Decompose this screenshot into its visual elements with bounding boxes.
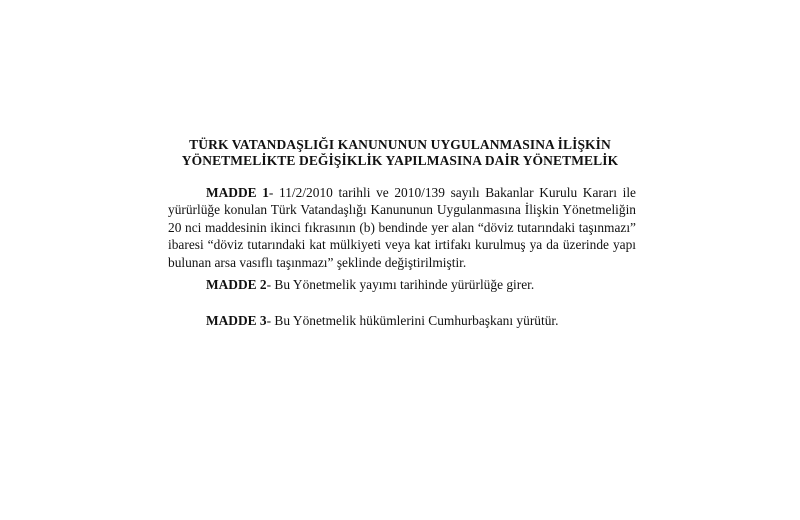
article-1-label: MADDE 1 bbox=[206, 185, 269, 200]
article-3 bbox=[206, 312, 558, 329]
article-3-text: - Bu Yönetmelik hükümlerini Cumhurbaşkanı yürütür. bbox=[266, 313, 559, 328]
article-2-text: - Bu Yönetmelik yayımı tarihinde yürürlüğe girer. bbox=[266, 277, 535, 292]
article-1-text: - 11/2/2010 tarihli ve 2010/139 sayılı Bakanlar Kurulu Kararı ile yürürlüğe konulan Türk Vatandaşlığı Kanununun Uygulanmasına İlişkin Yönetmeliğin 20 nci maddesinin ikinci fıkrasının (b) bendinde yer alan “döviz tutarındaki taşınmazı” ibaresi “döviz tutarındaki kat mülkiyeti veya kat irtifakı kurulmuş ya da üzerinde yapı bulunan arsa vasıflı taşınmazı” şeklinde değiştirilmiştir. bbox=[168, 185, 637, 270]
document-title-line-2: YÖNETMELİKTE DEĞİŞİKLİK YAPILMASINA DAİR YÖNETMELİK bbox=[181, 153, 619, 168]
article-2 bbox=[206, 276, 534, 293]
article-2-label: MADDE 2 bbox=[206, 277, 267, 292]
document-title-line-1: TÜRK VATANDAŞLIĞI KANUNUNUN UYGULANMASINA İLİŞKİN bbox=[189, 137, 611, 152]
article-3-label: MADDE 3 bbox=[206, 313, 267, 328]
article-1-paragraph bbox=[168, 184, 636, 271]
article-1 bbox=[168, 184, 636, 271]
